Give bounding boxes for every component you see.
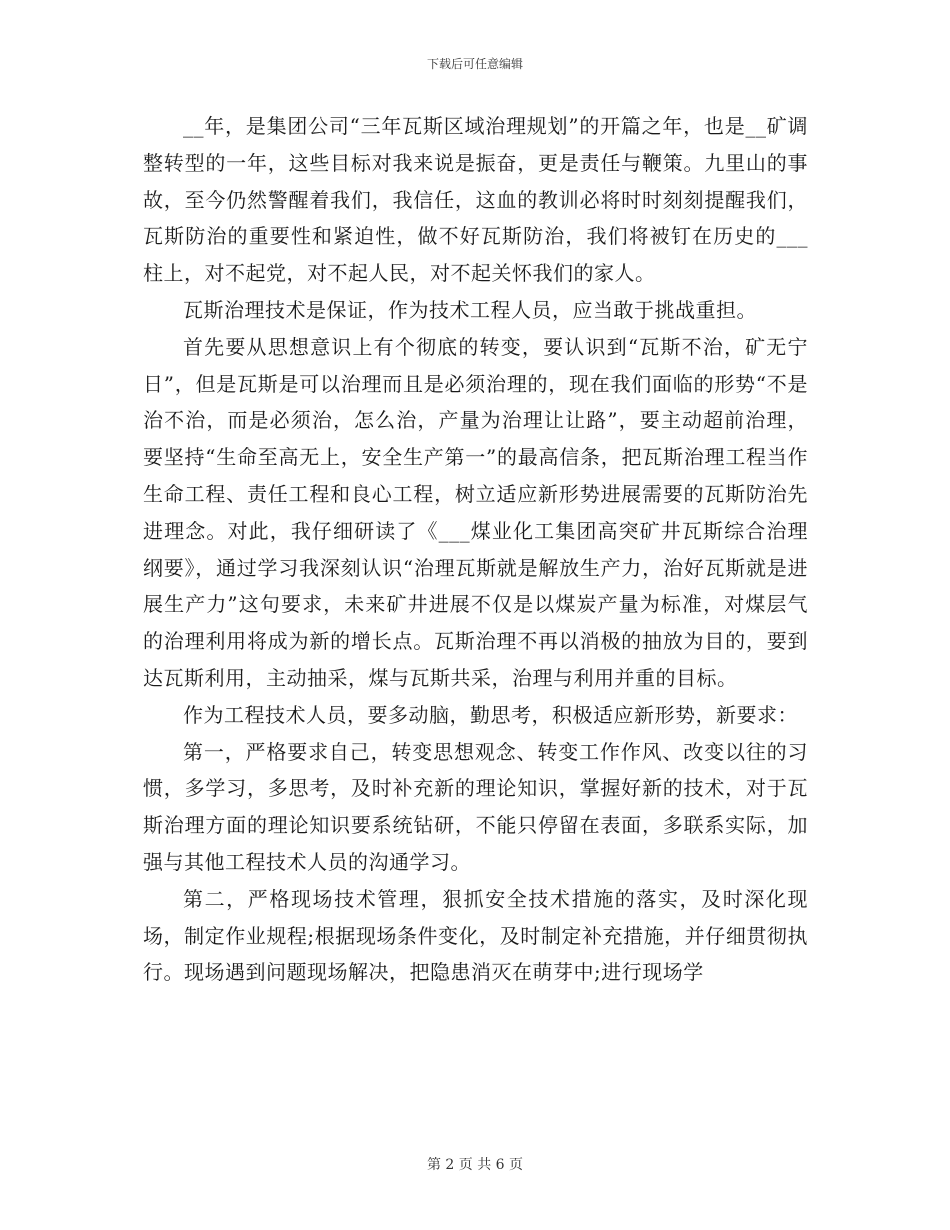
paragraph: 第二，严格现场技术管理，狠抓安全技术措施的落实，及时深化现场，制定作业规程;根据现场条件变化，及时制定补充措施，并仔细贯彻执行。现场遇到问题现场解决，把隐患消灭在萌芽中;进行现场学 [143,886,808,985]
paragraph: 作为工程技术人员，要多动脑，勤思考，积极适应新形势，新要求： [183,702,798,727]
page-header-note: 下载后可任意编辑 [426,57,523,71]
document-body [143,108,808,991]
paragraph: 首先要从思想意识上有个彻底的转变，要认识到“瓦斯不治，矿无宁日”，但是瓦斯是可以治理而且是必须治理的，现在我们面临的形势“不是治不治，而是必须治，怎么治，产量为治理让让路”，要主动超前治理，要坚持“生命至高无上，安全生产第一”的最高信条，把瓦斯治理工程当作生命工程、责任工程和良心工程，树立适应新形势进展需要的瓦斯防治先进理念。对此，我仔细研读了《___煤业化工集团高突矿井瓦斯综合治理纲要》，通过学习我深刻认识“治理瓦斯就是解放生产力，治好瓦斯就是进展生产力”这句要求，未来矿井进展不仅是以煤炭产量为标准，对煤层气的治理利用将成为新的增长点。瓦斯治理不再以消极的抽放为目的，要到达瓦斯利用，主动抽采，煤与瓦斯共采，治理与利用并重的目标。 [143,334,808,690]
paragraph: 第一，严格要求自己，转变思想观念、转变工作作风、改变以往的习惯，多学习，多思考，及时补充新的理论知识，掌握好新的技术，对于瓦斯治理方面的理论知识要系统钻研，不能只停留在表面，多联系实际，加强与其他工程技术人员的沟通学习。 [143,739,808,874]
paragraph: 瓦斯治理技术是保证，作为技术工程人员，应当敢于挑战重担。 [183,297,757,322]
paragraph: __年，是集团公司“三年瓦斯区域治理规划”的开篇之年，也是__矿调整转型的一年，这些目标对我来说是振奋，更是责任与鞭策。九里山的事故，至今仍然警醒着我们，我信任，这血的教训必将时时刻刻提醒我们，瓦斯防治的重要性和紧迫性，做不好瓦斯防治，我们将被钉在历史的___柱上，对不起党，对不起人民，对不起关怀我们的家人。 [143,114,808,286]
page-number: 第 2 页 共 6 页 [426,1157,524,1173]
